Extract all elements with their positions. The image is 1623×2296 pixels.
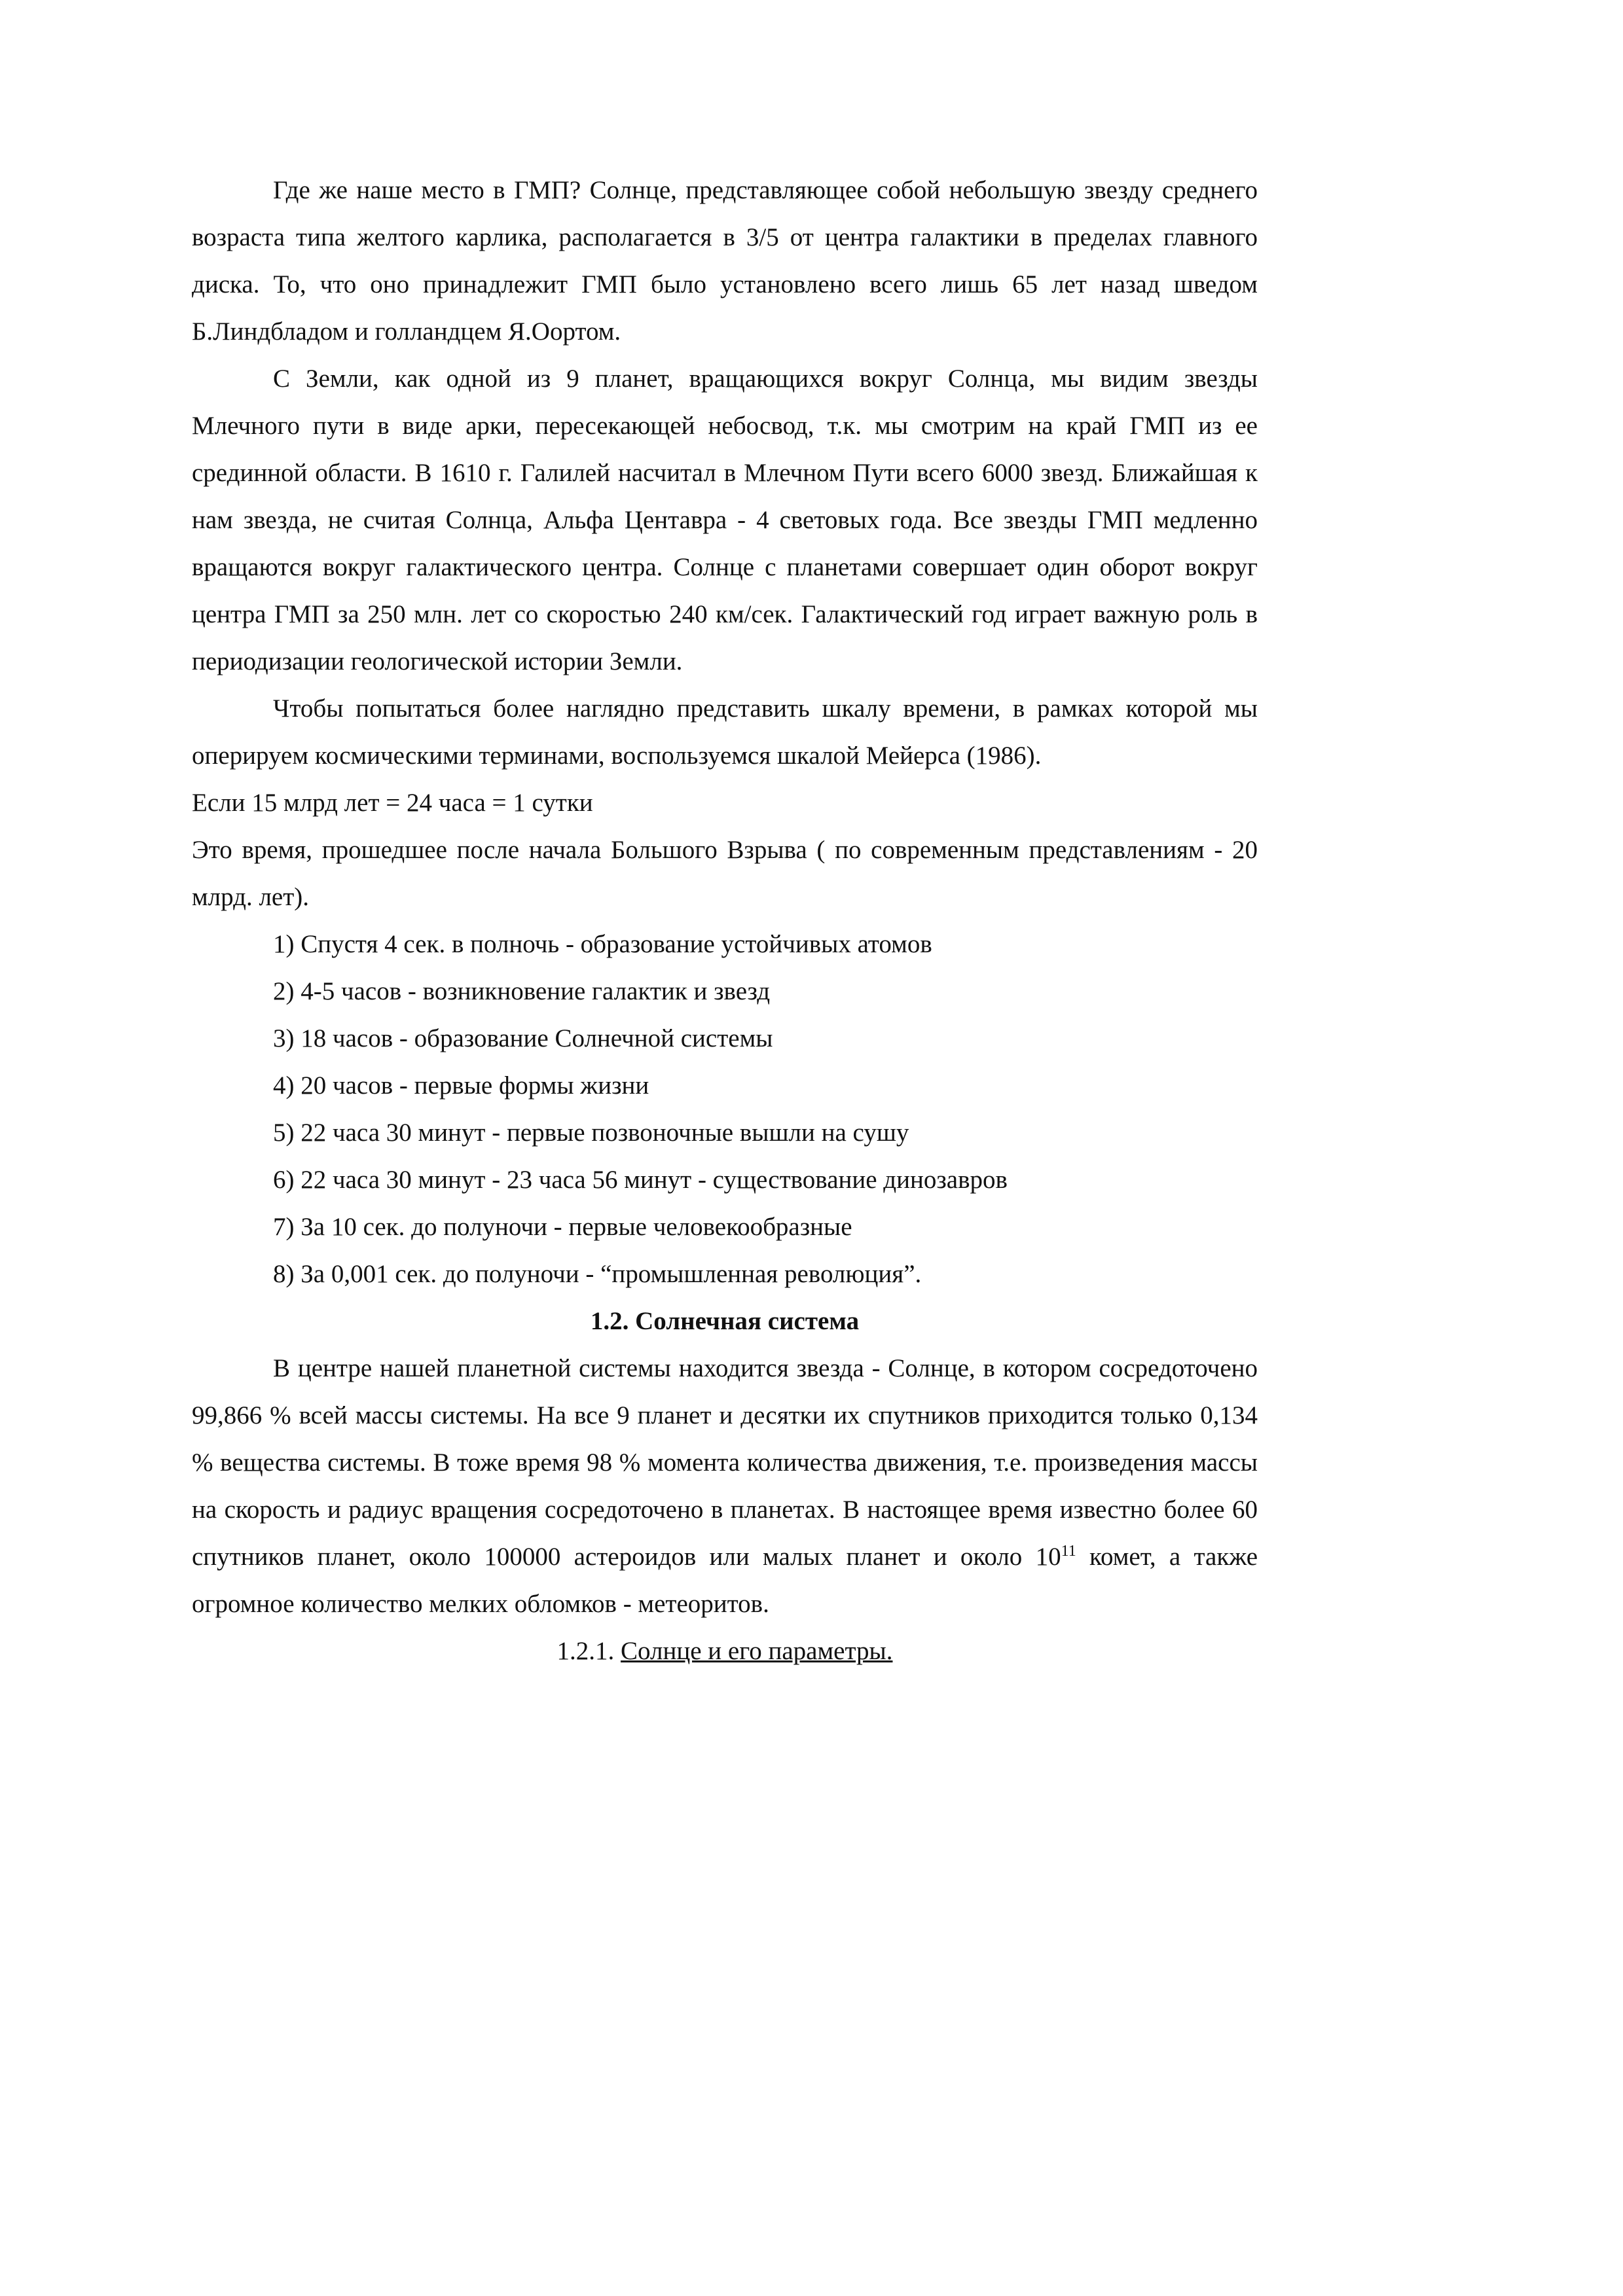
list-item: 5) 22 часа 30 минут - первые позвоночные вышли на сушу [273,1119,909,1147]
list-item: 6) 22 часа 30 минут - 23 часа 56 минут - существование динозавров [273,1166,1008,1194]
subsection-heading-sun [192,1628,1258,1675]
page-content [192,167,1258,1675]
subsection-number: 1.2.1. [556,1637,621,1665]
list-item: 7) За 10 сек. до полуночи - первые человекообразные [273,1213,852,1241]
paragraph-solar-system [192,1345,1258,1628]
solar-system-text-end: комет, а также огромное количество мелких обломков - метеоритов. [192,1543,1258,1618]
paragraph-big-bang: Это время, прошедшее после начала Большого Взрыва ( по современным представлениям - 20 млрд. лет). [192,836,1258,911]
list-item: 2) 4-5 часов - возникновение галактик и звезд [273,977,771,1005]
section-heading-solar-system: 1.2. Солнечная система [590,1307,860,1335]
list-item: 1) Спустя 4 сек. в полночь - образование устойчивых атомов [273,930,932,958]
timeline-list [192,921,1258,1298]
exponent: 11 [1061,1543,1076,1560]
list-item: 8) За 0,001 сек. до полуночи - “промышленная революция”. [273,1260,922,1288]
list-item: 4) 20 часов - первые формы жизни [273,1071,649,1100]
solar-system-text: В центре нашей планетной системы находится звезда - Солнце, в котором сосредоточено 99,866 % всей массы системы. На все 9 планет и десятки их спутников приходится только 0,134 % вещества системы. В тоже время 98 % момента количества движения, т.е. произведения массы на скорость и радиус вращения сосредоточено в планетах. В настоящее время известно более 60 спутников планет, около 100000 астероидов или малых планет и около 10 [192,1354,1258,1571]
paragraph-milky-way: С Земли, как одной из 9 планет, вращающихся вокруг Солнца, мы видим звезды Млечного пути в виде арки, пересекающей небосвод, т.к. мы смотрим на край ГМП из ее срединной области. В 1610 г. Галилей насчитал в Млечном Пути всего 6000 звезд. Ближайшая к нам звезда, не считая Солнца, Альфа Центавра - 4 световых года. Все звезды ГМП медленно вращаются вокруг галактического центра. Солнце с планетами совершает один оборот вокруг центра ГМП за 250 млн. лет со скоростью 240 км/сек. Галактический год играет важную роль в периодизации геологической истории Земли. [192,365,1258,675]
time-scale-equation: Если 15 млрд лет = 24 часа = 1 сутки [192,789,593,817]
subsection-title: Солнце и его параметры. [621,1637,893,1665]
paragraph-gmp-location: Где же наше место в ГМП? Солнце, представляющее собой небольшую звезду среднего возраста типа желтого карлика, располагается в 3/5 от центра галактики в пределах главного диска. То, что оно принадлежит ГМП было установлено всего лишь 65 лет назад шведом Б.Линдбладом и голландцем Я.Оортом. [192,176,1258,346]
paragraph-time-scale: Чтобы попытаться более наглядно представить шкалу времени, в рамках которой мы оперируем космическими терминами, воспользуемся шкалой Мейерса (1986). [192,694,1258,770]
list-item: 3) 18 часов - образование Солнечной системы [273,1024,773,1052]
